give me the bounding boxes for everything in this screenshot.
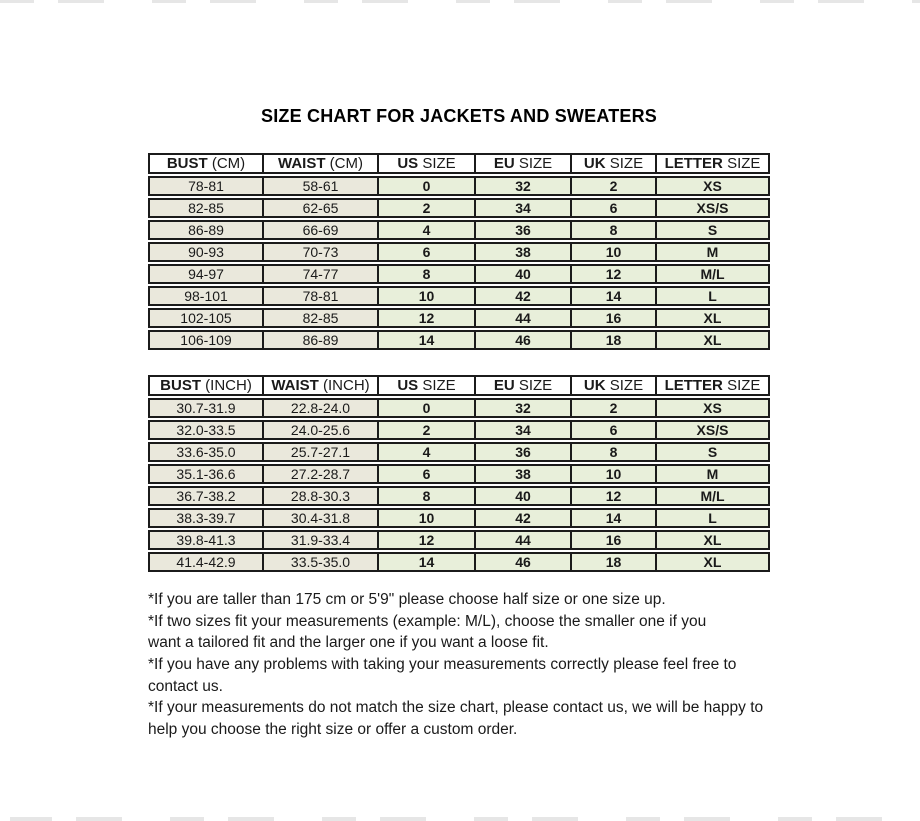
cell-us: 4 — [377, 442, 474, 462]
column-header-eu — [474, 375, 570, 396]
cell-bust: 78-81 — [148, 176, 262, 196]
cell-waist: 86-89 — [262, 330, 377, 350]
cell-us: 6 — [377, 464, 474, 484]
cell-bust: 35.1-36.6 — [148, 464, 262, 484]
cell-us: 10 — [377, 286, 474, 306]
column-header-bust — [148, 375, 262, 396]
column-header-eu — [474, 153, 570, 174]
note-line: *If you are taller than 175 cm or 5'9" please choose half size or one size up. — [148, 591, 666, 608]
column-header-waist-unit: (CM) — [325, 155, 363, 172]
cell-eu: 32 — [474, 398, 570, 418]
cell-us: 14 — [377, 330, 474, 350]
note-4 — [148, 697, 778, 740]
column-header-uk — [570, 375, 655, 396]
size-row — [148, 398, 770, 418]
column-header-eu-bold: EU — [493, 155, 515, 172]
size-row — [148, 508, 770, 528]
cell-bust: 106-109 — [148, 330, 262, 350]
cell-bust: 32.0-33.5 — [148, 420, 262, 440]
size-row — [148, 220, 770, 240]
cell-eu: 36 — [474, 220, 570, 240]
size-table-cm — [148, 151, 770, 352]
notes-section — [148, 589, 778, 741]
size-row — [148, 308, 770, 328]
cell-letter: XL — [655, 308, 770, 328]
cell-uk: 2 — [570, 176, 655, 196]
cell-us: 12 — [377, 308, 474, 328]
cell-uk: 12 — [570, 264, 655, 284]
column-header-uk-unit: SIZE — [605, 377, 644, 394]
cell-eu: 40 — [474, 264, 570, 284]
cell-us: 8 — [377, 486, 474, 506]
cell-eu: 36 — [474, 442, 570, 462]
cell-bust: 86-89 — [148, 220, 262, 240]
column-header-bust-bold: BUST — [160, 377, 201, 394]
header-row — [148, 375, 770, 396]
cell-us: 10 — [377, 508, 474, 528]
cell-letter: XS — [655, 176, 770, 196]
column-header-uk-unit: SIZE — [605, 155, 644, 172]
cell-eu: 42 — [474, 508, 570, 528]
column-header-bust-unit: (INCH) — [201, 377, 252, 394]
cell-letter: XS — [655, 398, 770, 418]
column-header-letter-unit: SIZE — [722, 377, 761, 394]
cell-us: 6 — [377, 242, 474, 262]
column-header-us — [377, 153, 474, 174]
page-title: SIZE CHART FOR JACKETS AND SWEATERS — [260, 106, 657, 126]
cell-us: 0 — [377, 398, 474, 418]
cell-eu: 46 — [474, 552, 570, 572]
cell-letter: M/L — [655, 486, 770, 506]
column-header-letter-unit: SIZE — [722, 155, 761, 172]
column-header-letter — [655, 153, 770, 174]
size-row — [148, 530, 770, 550]
cell-waist: 82-85 — [262, 308, 377, 328]
column-header-us-unit: SIZE — [418, 155, 456, 172]
note-line: contact us. — [148, 677, 223, 695]
cell-letter: XL — [655, 552, 770, 572]
cell-waist: 33.5-35.0 — [262, 552, 377, 572]
note-line: want a tailored fit and the larger one if you want a loose fit. — [148, 634, 549, 652]
cell-waist: 58-61 — [262, 176, 377, 196]
cell-us: 14 — [377, 552, 474, 572]
cell-eu: 46 — [474, 330, 570, 350]
cell-uk: 10 — [570, 464, 655, 484]
note-3 — [148, 654, 778, 697]
cell-letter: M — [655, 242, 770, 262]
cell-letter: M/L — [655, 264, 770, 284]
cell-eu: 34 — [474, 198, 570, 218]
cell-waist: 30.4-31.8 — [262, 508, 377, 528]
cell-uk: 16 — [570, 308, 655, 328]
cell-bust: 30.7-31.9 — [148, 398, 262, 418]
column-header-uk-bold: UK — [583, 377, 606, 394]
cell-waist: 74-77 — [262, 264, 377, 284]
cell-letter: XL — [655, 330, 770, 350]
column-header-eu-unit: SIZE — [514, 377, 553, 394]
note-2 — [148, 611, 778, 654]
note-line: *If you have any problems with taking your measurements correctly please feel free to — [148, 656, 737, 674]
note-line: help you choose the right size or offer a custom order. — [148, 721, 518, 739]
column-header-waist — [262, 375, 377, 396]
cell-letter: XL — [655, 530, 770, 550]
cell-us: 0 — [377, 176, 474, 196]
column-header-letter-bold: LETTER — [664, 377, 723, 394]
cell-us: 2 — [377, 420, 474, 440]
size-row — [148, 242, 770, 262]
cell-bust: 36.7-38.2 — [148, 486, 262, 506]
size-table-cm-body — [148, 153, 770, 350]
cell-uk: 8 — [570, 442, 655, 462]
document-content — [148, 0, 770, 741]
column-header-letter — [655, 375, 770, 396]
size-row — [148, 330, 770, 350]
size-row — [148, 552, 770, 572]
page-edge-artifact-bottom — [0, 817, 920, 821]
note-line: *If two sizes fit your measurements (example: M/L), choose the smaller one if you — [148, 612, 707, 630]
cell-uk: 10 — [570, 242, 655, 262]
column-header-us-bold: US — [397, 155, 419, 172]
cell-eu: 44 — [474, 530, 570, 550]
cell-waist: 31.9-33.4 — [262, 530, 377, 550]
cell-us: 12 — [377, 530, 474, 550]
size-row — [148, 176, 770, 196]
cell-bust: 90-93 — [148, 242, 262, 262]
column-header-bust — [148, 153, 262, 174]
column-header-bust-bold: BUST — [166, 155, 208, 172]
cell-bust: 98-101 — [148, 286, 262, 306]
column-header-us-bold: US — [397, 377, 419, 394]
column-header-eu-unit: SIZE — [514, 155, 553, 172]
cell-eu: 34 — [474, 420, 570, 440]
cell-us: 4 — [377, 220, 474, 240]
cell-bust: 82-85 — [148, 198, 262, 218]
cell-letter: L — [655, 286, 770, 306]
size-table-inch — [148, 373, 770, 574]
cell-uk: 14 — [570, 286, 655, 306]
cell-waist: 28.8-30.3 — [262, 486, 377, 506]
size-row — [148, 442, 770, 462]
cell-bust: 102-105 — [148, 308, 262, 328]
column-header-waist-bold: WAIST — [271, 377, 319, 394]
cell-waist: 25.7-27.1 — [262, 442, 377, 462]
cell-eu: 38 — [474, 242, 570, 262]
column-header-us-unit: SIZE — [418, 377, 456, 394]
cell-bust: 39.8-41.3 — [148, 530, 262, 550]
cell-eu: 42 — [474, 286, 570, 306]
header-row — [148, 153, 770, 174]
column-header-waist — [262, 153, 377, 174]
cell-letter: M — [655, 464, 770, 484]
size-row — [148, 486, 770, 506]
size-row — [148, 264, 770, 284]
cell-us: 8 — [377, 264, 474, 284]
cell-eu: 38 — [474, 464, 570, 484]
cell-bust: 38.3-39.7 — [148, 508, 262, 528]
cell-eu: 32 — [474, 176, 570, 196]
size-row — [148, 464, 770, 484]
cell-eu: 44 — [474, 308, 570, 328]
cell-uk: 12 — [570, 486, 655, 506]
cell-uk: 18 — [570, 552, 655, 572]
cell-letter: XS/S — [655, 420, 770, 440]
cell-bust: 94-97 — [148, 264, 262, 284]
cell-letter: XS/S — [655, 198, 770, 218]
size-row — [148, 198, 770, 218]
cell-bust: 33.6-35.0 — [148, 442, 262, 462]
column-header-us — [377, 375, 474, 396]
cell-us: 2 — [377, 198, 474, 218]
cell-uk: 6 — [570, 420, 655, 440]
column-header-letter-bold: LETTER — [664, 155, 723, 172]
cell-waist: 66-69 — [262, 220, 377, 240]
column-header-eu-bold: EU — [493, 377, 515, 394]
cell-uk: 18 — [570, 330, 655, 350]
column-header-waist-unit: (INCH) — [318, 377, 370, 394]
cell-uk: 2 — [570, 398, 655, 418]
cell-waist: 27.2-28.7 — [262, 464, 377, 484]
size-table-inch-body — [148, 375, 770, 572]
column-header-uk-bold: UK — [583, 155, 606, 172]
cell-letter: L — [655, 508, 770, 528]
size-row — [148, 286, 770, 306]
cell-waist: 24.0-25.6 — [262, 420, 377, 440]
cell-letter: S — [655, 442, 770, 462]
cell-uk: 16 — [570, 530, 655, 550]
cell-uk: 14 — [570, 508, 655, 528]
cell-waist: 62-65 — [262, 198, 377, 218]
column-header-bust-unit: (CM) — [207, 155, 246, 172]
note-line: *If your measurements do not match the size chart, please contact us, we will be happy to — [148, 699, 764, 717]
cell-eu: 40 — [474, 486, 570, 506]
cell-uk: 8 — [570, 220, 655, 240]
cell-waist: 22.8-24.0 — [262, 398, 377, 418]
note-1 — [148, 589, 778, 611]
cell-bust: 41.4-42.9 — [148, 552, 262, 572]
cell-waist: 78-81 — [262, 286, 377, 306]
cell-waist: 70-73 — [262, 242, 377, 262]
size-row — [148, 420, 770, 440]
column-header-waist-bold: WAIST — [278, 155, 326, 172]
cell-uk: 6 — [570, 198, 655, 218]
column-header-uk — [570, 153, 655, 174]
cell-letter: S — [655, 220, 770, 240]
